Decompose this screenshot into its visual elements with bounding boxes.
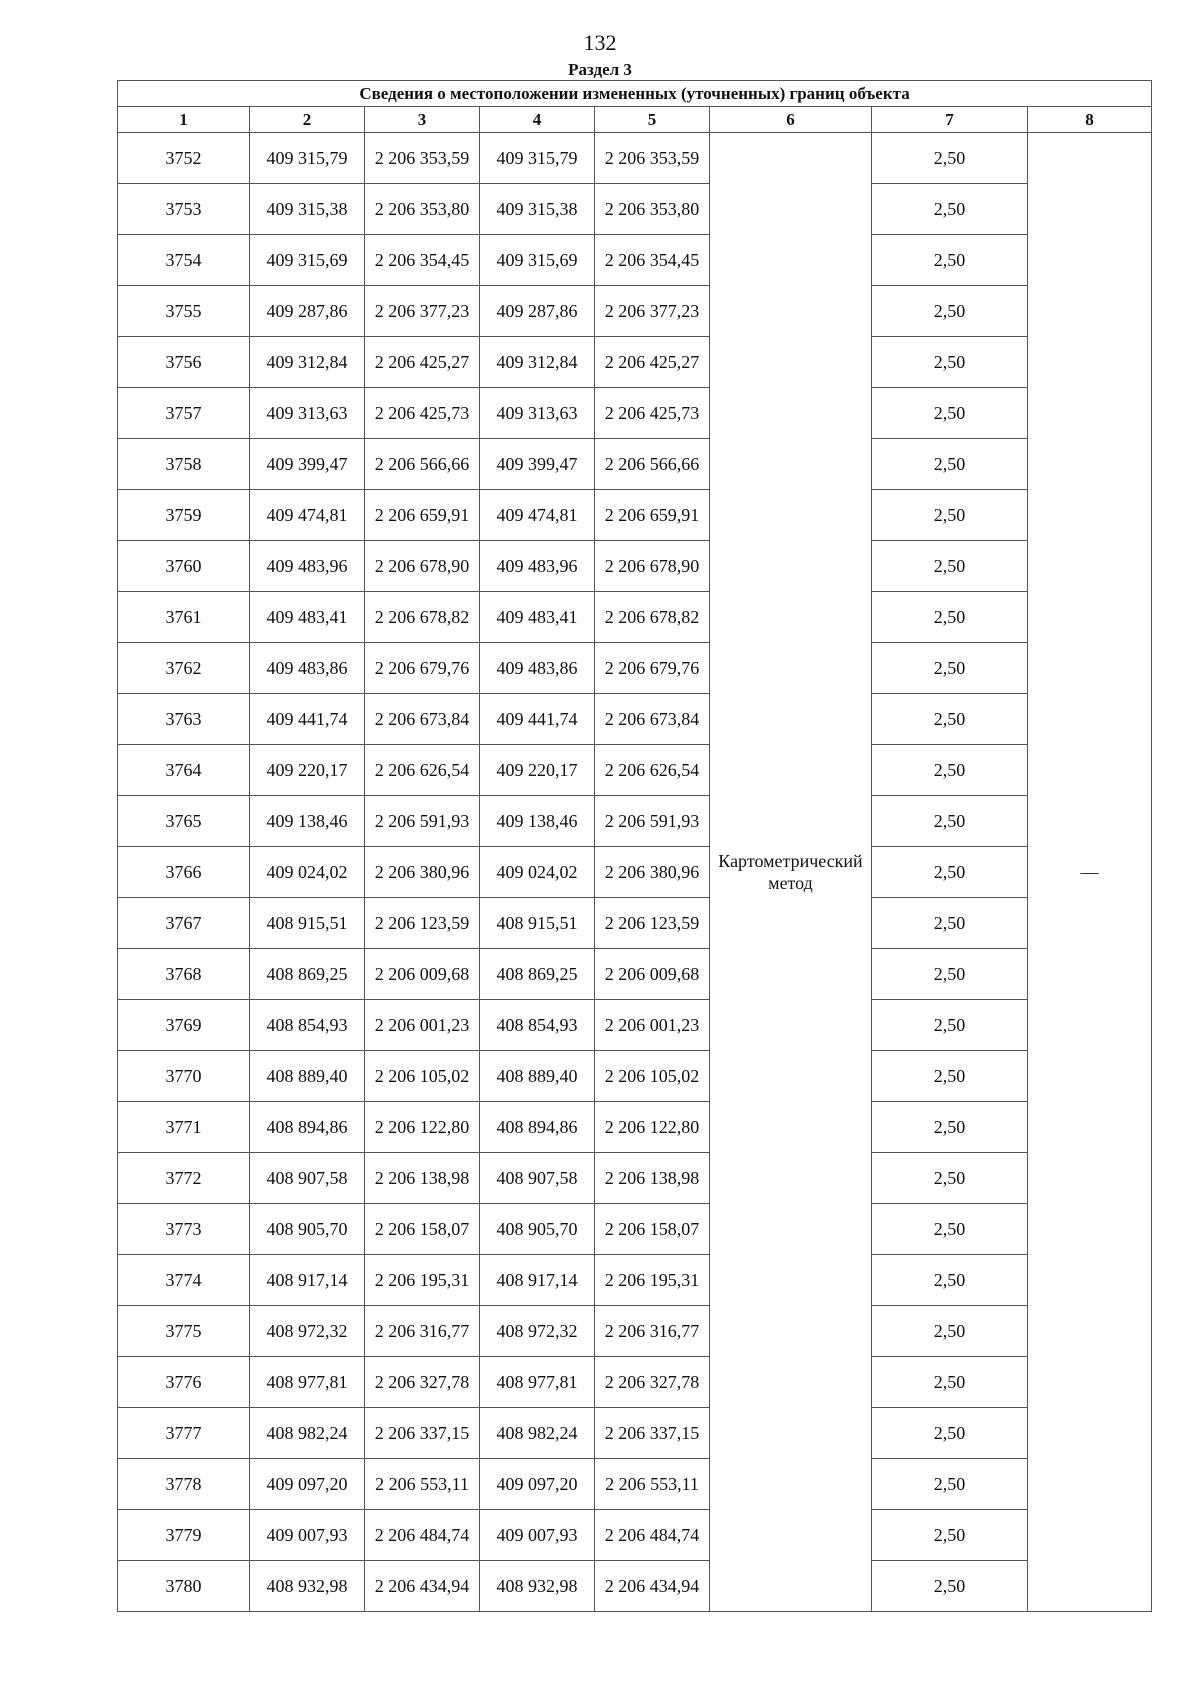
y-old-cell: 2 206 678,90	[365, 541, 480, 592]
x-new-cell: 408 907,58	[480, 1153, 595, 1204]
x-new-cell: 409 287,86	[480, 286, 595, 337]
table-row	[118, 337, 1152, 388]
column-header-2: 2	[250, 107, 365, 133]
x-new-cell: 409 097,20	[480, 1459, 595, 1510]
accuracy-cell: 2,50	[872, 949, 1028, 1000]
x-old-cell: 409 313,63	[250, 388, 365, 439]
y-old-cell: 2 206 425,27	[365, 337, 480, 388]
x-old-cell: 409 315,79	[250, 133, 365, 184]
x-new-cell: 409 313,63	[480, 388, 595, 439]
point-number-cell: 3758	[118, 439, 250, 490]
table-row	[118, 184, 1152, 235]
x-old-cell: 409 097,20	[250, 1459, 365, 1510]
y-new-cell: 2 206 425,27	[595, 337, 710, 388]
point-number-cell: 3760	[118, 541, 250, 592]
point-number-cell: 3769	[118, 1000, 250, 1051]
y-new-cell: 2 206 626,54	[595, 745, 710, 796]
point-number-cell: 3763	[118, 694, 250, 745]
accuracy-cell: 2,50	[872, 1204, 1028, 1255]
column-header-4: 4	[480, 107, 595, 133]
column-header-6: 6	[710, 107, 872, 133]
x-new-cell: 409 315,69	[480, 235, 595, 286]
point-number-cell: 3776	[118, 1357, 250, 1408]
accuracy-cell: 2,50	[872, 1153, 1028, 1204]
point-number-cell: 3757	[118, 388, 250, 439]
accuracy-cell: 2,50	[872, 694, 1028, 745]
point-number-cell: 3778	[118, 1459, 250, 1510]
column-header-3: 3	[365, 107, 480, 133]
y-new-cell: 2 206 195,31	[595, 1255, 710, 1306]
x-old-cell: 409 483,96	[250, 541, 365, 592]
accuracy-cell: 2,50	[872, 1408, 1028, 1459]
table-row	[118, 1255, 1152, 1306]
y-new-cell: 2 206 380,96	[595, 847, 710, 898]
y-old-cell: 2 206 009,68	[365, 949, 480, 1000]
table-row	[118, 388, 1152, 439]
table-row	[118, 1408, 1152, 1459]
accuracy-cell: 2,50	[872, 1357, 1028, 1408]
x-new-cell: 409 474,81	[480, 490, 595, 541]
table-row	[118, 235, 1152, 286]
accuracy-cell: 2,50	[872, 1306, 1028, 1357]
accuracy-cell: 2,50	[872, 1255, 1028, 1306]
x-old-cell: 408 977,81	[250, 1357, 365, 1408]
accuracy-cell: 2,50	[872, 439, 1028, 490]
accuracy-cell: 2,50	[872, 1102, 1028, 1153]
y-old-cell: 2 206 434,94	[365, 1561, 480, 1612]
x-old-cell: 409 138,46	[250, 796, 365, 847]
x-new-cell: 409 315,38	[480, 184, 595, 235]
y-new-cell: 2 206 678,90	[595, 541, 710, 592]
x-old-cell: 409 483,41	[250, 592, 365, 643]
point-number-cell: 3756	[118, 337, 250, 388]
x-new-cell: 409 007,93	[480, 1510, 595, 1561]
x-old-cell: 408 854,93	[250, 1000, 365, 1051]
table-row	[118, 847, 1152, 898]
accuracy-cell: 2,50	[872, 1510, 1028, 1561]
x-old-cell: 408 889,40	[250, 1051, 365, 1102]
x-new-cell: 409 138,46	[480, 796, 595, 847]
table-row	[118, 796, 1152, 847]
x-new-cell: 408 972,32	[480, 1306, 595, 1357]
y-new-cell: 2 206 353,59	[595, 133, 710, 184]
x-new-cell: 409 315,79	[480, 133, 595, 184]
accuracy-cell: 2,50	[872, 643, 1028, 694]
method-cell: Картометрический метод	[710, 133, 872, 1612]
y-new-cell: 2 206 484,74	[595, 1510, 710, 1561]
y-old-cell: 2 206 123,59	[365, 898, 480, 949]
x-old-cell: 409 024,02	[250, 847, 365, 898]
point-number-cell: 3766	[118, 847, 250, 898]
column-header-8: 8	[1028, 107, 1152, 133]
point-number-cell: 3761	[118, 592, 250, 643]
x-old-cell: 409 315,38	[250, 184, 365, 235]
accuracy-cell: 2,50	[872, 847, 1028, 898]
coordinates-table	[117, 80, 1152, 1612]
point-number-cell: 3772	[118, 1153, 250, 1204]
x-new-cell: 408 869,25	[480, 949, 595, 1000]
point-number-cell: 3764	[118, 745, 250, 796]
x-new-cell: 408 905,70	[480, 1204, 595, 1255]
y-old-cell: 2 206 673,84	[365, 694, 480, 745]
table-row	[118, 745, 1152, 796]
table-row	[118, 133, 1152, 184]
table-row	[118, 1459, 1152, 1510]
column-header-1: 1	[118, 107, 250, 133]
y-new-cell: 2 206 105,02	[595, 1051, 710, 1102]
y-new-cell: 2 206 123,59	[595, 898, 710, 949]
y-old-cell: 2 206 316,77	[365, 1306, 480, 1357]
point-number-cell: 3765	[118, 796, 250, 847]
x-new-cell: 409 312,84	[480, 337, 595, 388]
y-new-cell: 2 206 673,84	[595, 694, 710, 745]
y-old-cell: 2 206 122,80	[365, 1102, 480, 1153]
table-row	[118, 592, 1152, 643]
x-new-cell: 408 889,40	[480, 1051, 595, 1102]
x-old-cell: 409 483,86	[250, 643, 365, 694]
y-new-cell: 2 206 425,73	[595, 388, 710, 439]
x-new-cell: 409 399,47	[480, 439, 595, 490]
y-new-cell: 2 206 566,66	[595, 439, 710, 490]
table-row	[118, 898, 1152, 949]
accuracy-cell: 2,50	[872, 592, 1028, 643]
page-number: 132	[583, 30, 617, 55]
y-new-cell: 2 206 434,94	[595, 1561, 710, 1612]
x-old-cell: 409 287,86	[250, 286, 365, 337]
y-old-cell: 2 206 001,23	[365, 1000, 480, 1051]
accuracy-cell: 2,50	[872, 133, 1028, 184]
y-new-cell: 2 206 659,91	[595, 490, 710, 541]
y-new-cell: 2 206 138,98	[595, 1153, 710, 1204]
accuracy-cell: 2,50	[872, 1561, 1028, 1612]
y-old-cell: 2 206 337,15	[365, 1408, 480, 1459]
x-old-cell: 409 220,17	[250, 745, 365, 796]
y-old-cell: 2 206 425,73	[365, 388, 480, 439]
point-number-cell: 3775	[118, 1306, 250, 1357]
table-row	[118, 1510, 1152, 1561]
x-new-cell: 408 915,51	[480, 898, 595, 949]
x-new-cell: 408 977,81	[480, 1357, 595, 1408]
table-row	[118, 1204, 1152, 1255]
x-new-cell: 408 894,86	[480, 1102, 595, 1153]
y-old-cell: 2 206 353,80	[365, 184, 480, 235]
column-header-5: 5	[595, 107, 710, 133]
point-number-cell: 3759	[118, 490, 250, 541]
table-caption: Сведения о местоположении измененных (уточненных) границ объекта	[118, 81, 1152, 107]
x-old-cell: 409 312,84	[250, 337, 365, 388]
x-old-cell: 409 007,93	[250, 1510, 365, 1561]
point-number-cell: 3771	[118, 1102, 250, 1153]
point-number-cell: 3762	[118, 643, 250, 694]
table-caption-row	[118, 81, 1152, 107]
x-new-cell: 409 220,17	[480, 745, 595, 796]
x-new-cell: 409 024,02	[480, 847, 595, 898]
x-new-cell: 408 932,98	[480, 1561, 595, 1612]
table-row	[118, 643, 1152, 694]
x-old-cell: 408 982,24	[250, 1408, 365, 1459]
y-new-cell: 2 206 158,07	[595, 1204, 710, 1255]
y-new-cell: 2 206 377,23	[595, 286, 710, 337]
point-number-cell: 3773	[118, 1204, 250, 1255]
x-new-cell: 409 483,86	[480, 643, 595, 694]
x-old-cell: 409 441,74	[250, 694, 365, 745]
x-old-cell: 409 315,69	[250, 235, 365, 286]
accuracy-cell: 2,50	[872, 541, 1028, 592]
y-new-cell: 2 206 001,23	[595, 1000, 710, 1051]
column-header-row	[118, 107, 1152, 133]
table-row	[118, 949, 1152, 1000]
accuracy-cell: 2,50	[872, 1051, 1028, 1102]
point-number-cell: 3754	[118, 235, 250, 286]
x-old-cell: 408 917,14	[250, 1255, 365, 1306]
point-number-cell: 3755	[118, 286, 250, 337]
y-new-cell: 2 206 354,45	[595, 235, 710, 286]
x-old-cell: 408 932,98	[250, 1561, 365, 1612]
y-new-cell: 2 206 553,11	[595, 1459, 710, 1510]
table-row	[118, 694, 1152, 745]
x-old-cell: 408 869,25	[250, 949, 365, 1000]
x-old-cell: 408 972,32	[250, 1306, 365, 1357]
point-number-cell: 3768	[118, 949, 250, 1000]
y-new-cell: 2 206 009,68	[595, 949, 710, 1000]
y-old-cell: 2 206 354,45	[365, 235, 480, 286]
y-old-cell: 2 206 484,74	[365, 1510, 480, 1561]
y-old-cell: 2 206 158,07	[365, 1204, 480, 1255]
table-row	[118, 490, 1152, 541]
table-row	[118, 1306, 1152, 1357]
y-old-cell: 2 206 138,98	[365, 1153, 480, 1204]
y-old-cell: 2 206 380,96	[365, 847, 480, 898]
y-new-cell: 2 206 337,15	[595, 1408, 710, 1459]
accuracy-cell: 2,50	[872, 235, 1028, 286]
y-new-cell: 2 206 591,93	[595, 796, 710, 847]
x-old-cell: 408 915,51	[250, 898, 365, 949]
x-new-cell: 408 982,24	[480, 1408, 595, 1459]
accuracy-cell: 2,50	[872, 1459, 1028, 1510]
table-row	[118, 1000, 1152, 1051]
y-new-cell: 2 206 353,80	[595, 184, 710, 235]
y-old-cell: 2 206 553,11	[365, 1459, 480, 1510]
x-new-cell: 408 854,93	[480, 1000, 595, 1051]
table-row	[118, 1357, 1152, 1408]
y-old-cell: 2 206 678,82	[365, 592, 480, 643]
table-row	[118, 439, 1152, 490]
table-row	[118, 1102, 1152, 1153]
point-number-cell: 3777	[118, 1408, 250, 1459]
accuracy-cell: 2,50	[872, 286, 1028, 337]
accuracy-cell: 2,50	[872, 796, 1028, 847]
y-old-cell: 2 206 566,66	[365, 439, 480, 490]
table-row	[118, 541, 1152, 592]
point-number-cell: 3779	[118, 1510, 250, 1561]
point-number-cell: 3767	[118, 898, 250, 949]
x-old-cell: 409 474,81	[250, 490, 365, 541]
x-old-cell: 408 905,70	[250, 1204, 365, 1255]
y-old-cell: 2 206 377,23	[365, 286, 480, 337]
y-new-cell: 2 206 679,76	[595, 643, 710, 694]
accuracy-cell: 2,50	[872, 1000, 1028, 1051]
accuracy-cell: 2,50	[872, 337, 1028, 388]
point-number-cell: 3780	[118, 1561, 250, 1612]
x-old-cell: 409 399,47	[250, 439, 365, 490]
column-header-7: 7	[872, 107, 1028, 133]
table-row	[118, 1051, 1152, 1102]
y-old-cell: 2 206 679,76	[365, 643, 480, 694]
x-new-cell: 409 483,96	[480, 541, 595, 592]
y-new-cell: 2 206 678,82	[595, 592, 710, 643]
y-new-cell: 2 206 122,80	[595, 1102, 710, 1153]
accuracy-cell: 2,50	[872, 388, 1028, 439]
table-row	[118, 1561, 1152, 1612]
table-row	[118, 286, 1152, 337]
y-old-cell: 2 206 327,78	[365, 1357, 480, 1408]
y-old-cell: 2 206 659,91	[365, 490, 480, 541]
point-number-cell: 3753	[118, 184, 250, 235]
y-old-cell: 2 206 195,31	[365, 1255, 480, 1306]
table-row	[118, 1153, 1152, 1204]
y-new-cell: 2 206 327,78	[595, 1357, 710, 1408]
section-title: Раздел 3	[568, 60, 632, 79]
point-number-cell: 3770	[118, 1051, 250, 1102]
y-old-cell: 2 206 353,59	[365, 133, 480, 184]
accuracy-cell: 2,50	[872, 184, 1028, 235]
y-old-cell: 2 206 626,54	[365, 745, 480, 796]
x-old-cell: 408 894,86	[250, 1102, 365, 1153]
point-number-cell: 3752	[118, 133, 250, 184]
accuracy-cell: 2,50	[872, 898, 1028, 949]
x-new-cell: 409 441,74	[480, 694, 595, 745]
x-old-cell: 408 907,58	[250, 1153, 365, 1204]
x-new-cell: 408 917,14	[480, 1255, 595, 1306]
y-old-cell: 2 206 591,93	[365, 796, 480, 847]
y-new-cell: 2 206 316,77	[595, 1306, 710, 1357]
accuracy-cell: 2,50	[872, 490, 1028, 541]
x-new-cell: 409 483,41	[480, 592, 595, 643]
y-old-cell: 2 206 105,02	[365, 1051, 480, 1102]
accuracy-cell: 2,50	[872, 745, 1028, 796]
column8-cell: —	[1028, 133, 1152, 1612]
point-number-cell: 3774	[118, 1255, 250, 1306]
